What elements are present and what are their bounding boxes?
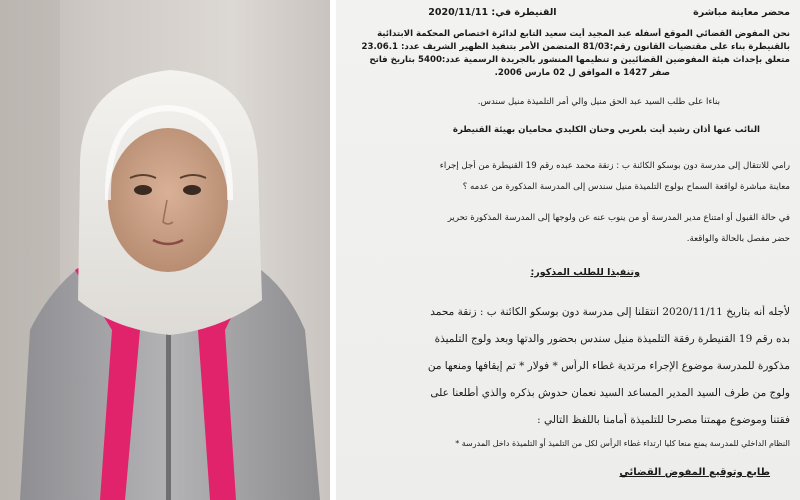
intro-line-4: صفر 1427 ه الموافق ل 02 مارس 2006. [494, 68, 670, 78]
girl-illustration [0, 0, 330, 500]
face-shape [108, 128, 228, 272]
intro-line-2: بالقنيطرة بناء على مقتضيات القانون رقم:81/03 المتضمن الأمر بتنفيذ الظهير الشريف عدد: 23.06.1 [361, 42, 790, 52]
girl-photo [0, 0, 330, 500]
intro-line-1: نحن المفوض القضائي الموقع أسفله عبد المجيد أيت سعيد التابع لدائرة اختصاص المحكمة الابتدائية [377, 29, 790, 39]
lawyer-line: النائب عنها أذان رشيد أيت بلعربي وحنان الكليدي محاميان بهيئة القنيطرة [452, 125, 760, 135]
request-line: بناءا على طلب السيد عبد الحق منيل والي أمر التلميذة منيل سندس. [477, 97, 720, 107]
report-date: 2020/11/11 [428, 7, 489, 18]
body-line-1: لأجله أنه بتاريخ 2020/11/11 انتقلنا إلى مدرسة دون بوسكو الكائنة ب : زنقة محمد [430, 306, 790, 318]
body-line-5: فقتنا وموضوع مهمتنا مصرحا للتلميذة أمامنا باللفظ التالي : [537, 414, 790, 426]
purpose-line-2: معاينة مباشرة لواقعة السماح بولوج التلميذة منيل سندس إلى المدرسة المذكورة من عدمه ؟ [462, 182, 790, 192]
right-eye [183, 185, 201, 195]
signature-line: طابع وتوقيع المفوض القضائي [619, 467, 770, 478]
purpose-line-4: حضر مفصل بالحالة والواقعة. [686, 234, 790, 244]
purpose-line-1: رامي للانتقال إلى مدرسة دون بوسكو الكائنة ب : زنقة محمد عبده رقم 19 القنيطرة من أجل إجراء [439, 161, 790, 171]
quote-line: النظام الداخلي للمدرسة يمنع منعا كليا ارتداء غطاء الرأس لكل من التلميذ أو التلميذة داخل المدرسة * [455, 439, 790, 448]
left-eye [134, 185, 152, 195]
body-line-4: ولوج من طرف السيد المدير المساعد السيد نعمان حدوش بذكره والذي أطلعنا على [430, 387, 790, 399]
report-document [336, 0, 800, 500]
report-place-label: القنيطرة في: [491, 7, 557, 18]
report-header [342, 6, 790, 19]
report-title: محضر معاينة مباشرة [693, 7, 790, 18]
purpose-line-3: في حالة القبول أو امتناع مدير المدرسة أو من ينوب عنه عن ولوجها إلى المدرسة المذكورة تحرير [447, 213, 790, 223]
body-line-2: بده رقم 19 القنيطرة رفقة التلميذة منيل سندس بحضور والدتها وبعد ولوج التلميذة [434, 333, 790, 345]
intro-line-3: متعلق بإحداث هيئة المفوضين القضائيين و تنظيمها المنشور بالجريدة الرسمية عدد:5400 بتاريخ فاتح [369, 55, 790, 65]
body-line-3: مذكورة للمدرسة موضوع الإجراء مرتدية غطاء الرأس * فولار * تم إيقافها ومنعها من [427, 360, 790, 372]
execution-heading: وتنفيذا للطلب المذكور: [530, 267, 640, 278]
